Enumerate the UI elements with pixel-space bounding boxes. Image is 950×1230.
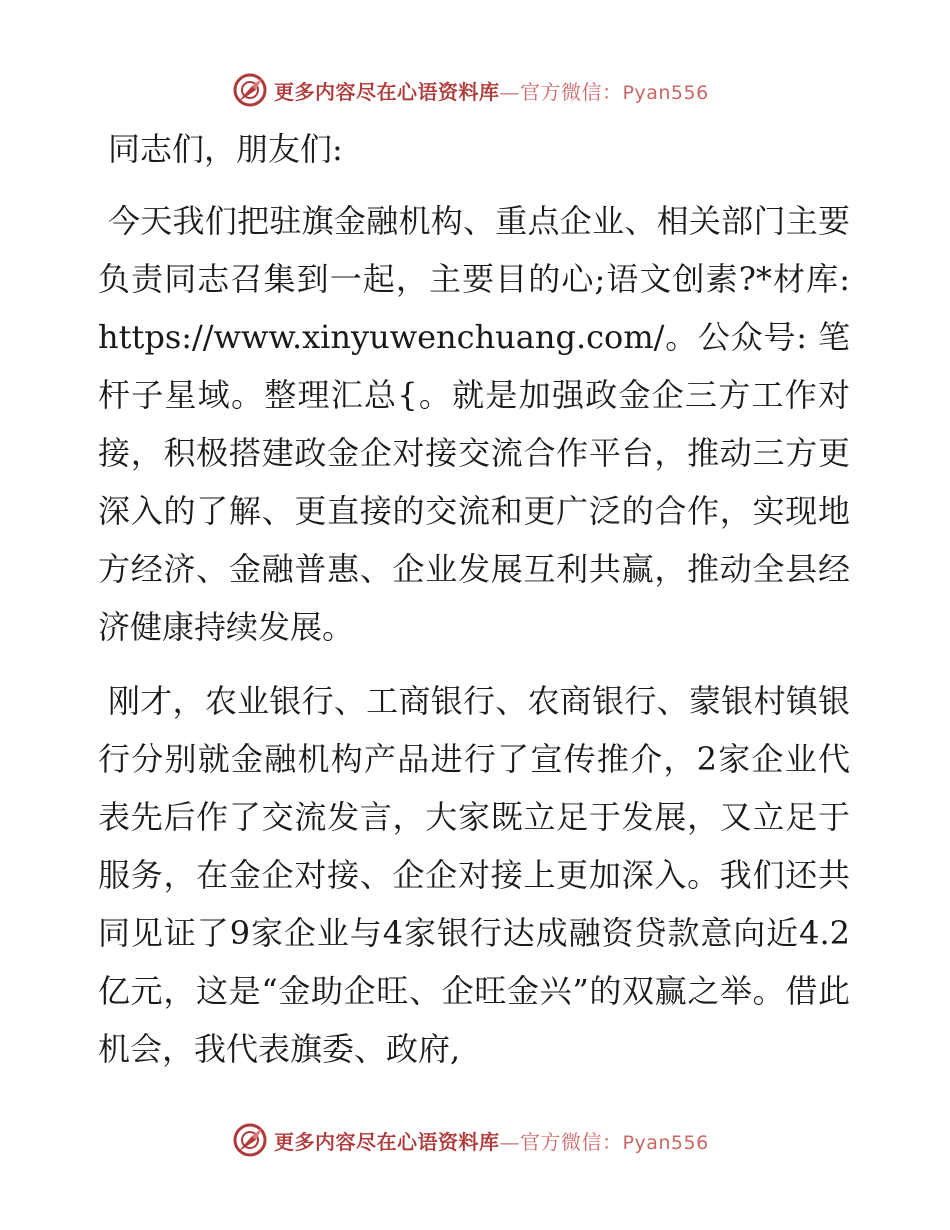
footer-main-text: 更多内容尽在心语资料库 <box>274 1129 500 1154</box>
footer-text <box>274 1126 709 1155</box>
document-body <box>98 120 850 1094</box>
header-text <box>274 76 709 105</box>
footer-dash: — <box>499 1129 520 1154</box>
paragraph: 今天我们把驻旗金融机构、重点企业、相关部门主要负责同志召集到一起，主要目的心;语文创素?*材库: https://www.xinyuwenchuang.com/。公众号: 笔杆子星域。整理汇总{。就是加强政金企三方工作对接，积极搭建政金企对接交流合作平台，推动三方更深入的了解、更直接的交流和更广泛的合作，实现地方经济、金融普惠、企业发展互利共赢，推动全县经济健康持续发展。 <box>98 202 850 646</box>
greeting: 同志们，朋友们: <box>108 130 343 168</box>
header-wechat-id: Pyan556 <box>622 81 709 104</box>
header-label: 官方微信： <box>520 79 623 104</box>
header-dash: — <box>499 79 520 104</box>
footer-banner <box>232 1120 712 1160</box>
brand-logo-icon <box>232 72 268 108</box>
paragraph: 刚才，农业银行、工商银行、农商银行、蒙银村镇银行分别就金融机构产品进行了宣传推介，2家企业代表先后作了交流发言，大家既立足于发展，又立足于服务，在金企对接、企企对接上更加深入。我们还共同见证了9家企业与4家银行达成融资贷款意向近4.2亿元，这是“金助企旺、企旺金兴”的双赢之举。借此机会，我代表旗委、政府, <box>98 682 850 1068</box>
footer-wechat-id: Pyan556 <box>622 1131 709 1154</box>
footer-label: 官方微信： <box>520 1129 623 1154</box>
brand-logo-icon <box>232 1122 268 1158</box>
header-banner <box>232 70 712 110</box>
header-main-text: 更多内容尽在心语资料库 <box>274 79 500 104</box>
